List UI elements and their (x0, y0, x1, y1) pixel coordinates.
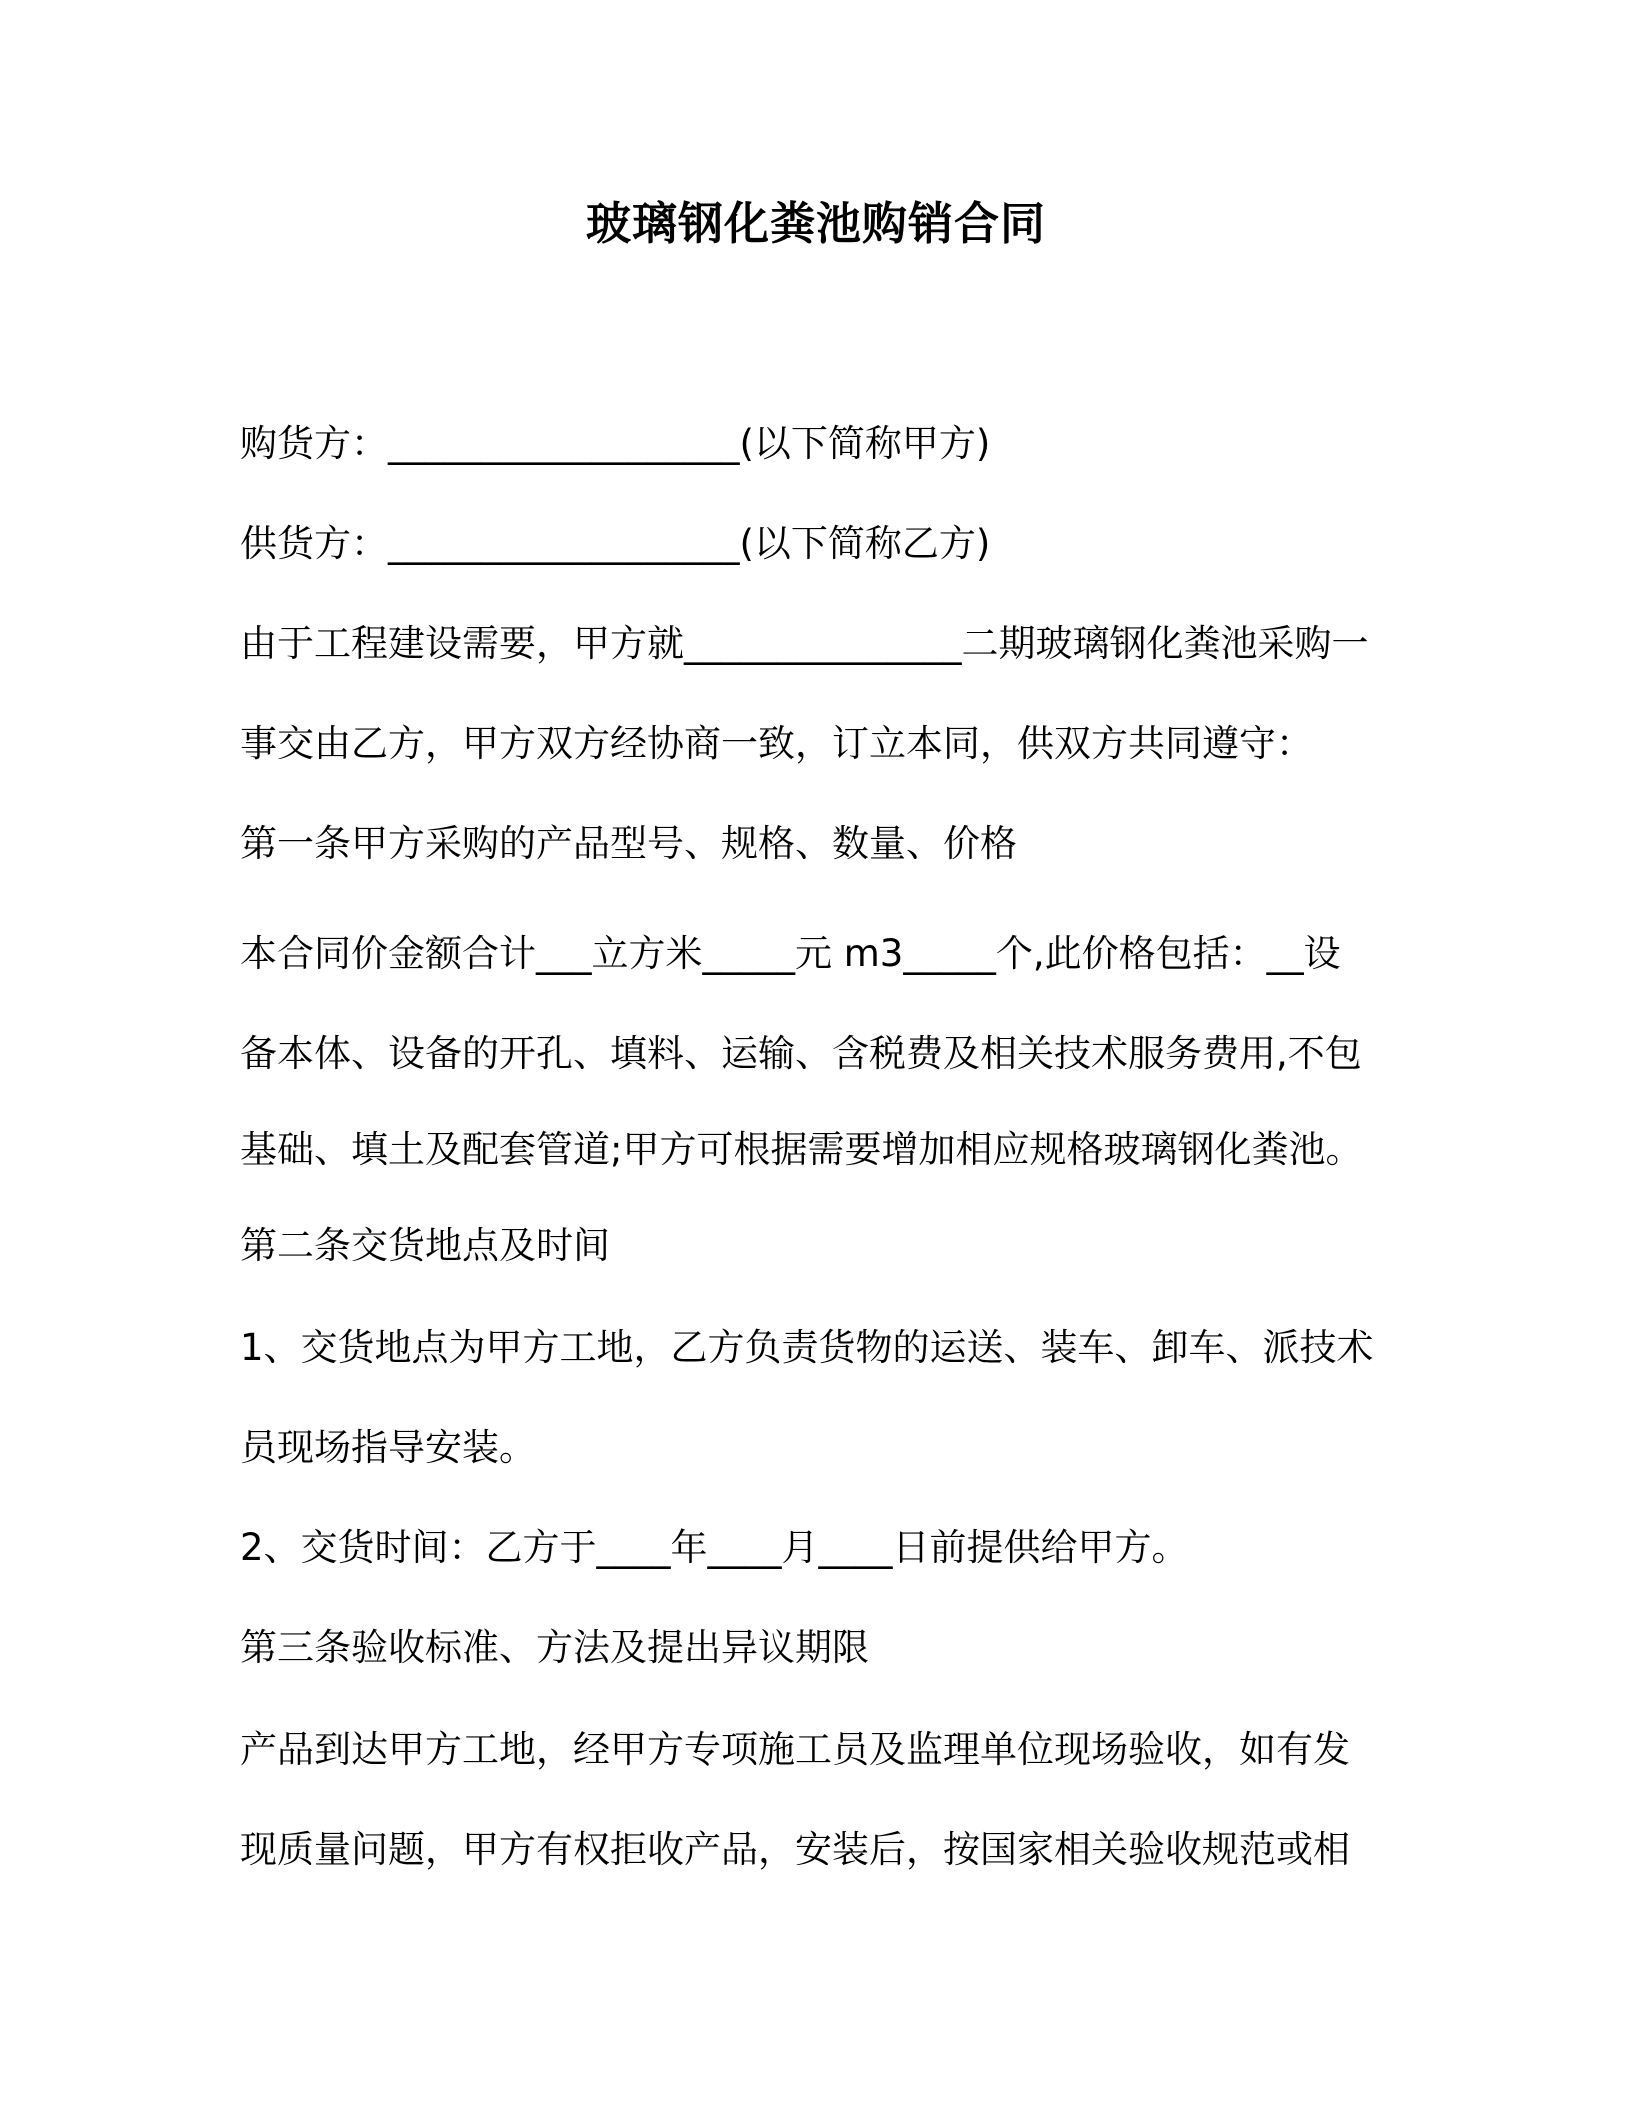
buyer-line: 购货方：___________________(以下简称甲方) (240, 422, 991, 465)
article-heading: 第三条验收标准、方法及提出异议期限 (240, 1626, 869, 1669)
paragraph-line: 2、交货时间：乙方于____年____月____日前提供给甲方。 (240, 1526, 1189, 1569)
paragraph-line: 1、交货地点为甲方工地，乙方负责货物的运送、装车、卸车、派技术 (240, 1326, 1374, 1369)
paragraph-line: 基础、填土及配套管道;甲方可根据需要增加相应规格玻璃钢化粪池。 (240, 1128, 1363, 1171)
article-heading: 第二条交货地点及时间 (240, 1224, 610, 1267)
paragraph-line: 由于工程建设需要，甲方就_______________二期玻璃钢化粪池采购一 (240, 622, 1369, 665)
paragraph-line: 本合同价金额合计___立方米_____元 m3_____个,此价格包括：__设 (240, 932, 1341, 975)
paragraph-line: 产品到达甲方工地，经甲方专项施工员及监理单位现场验收，如有发 (240, 1728, 1350, 1771)
paragraph-line: 备本体、设备的开孔、填料、运输、含税费及相关技术服务费用,不包 (240, 1032, 1362, 1075)
paragraph-line: 现质量问题，甲方有权拒收产品，安装后，按国家相关验收规范或相 (240, 1828, 1350, 1871)
supplier-line: 供货方：___________________(以下简称乙方) (240, 522, 991, 565)
paragraph-line: 事交由乙方，甲方双方经协商一致，订立本同，供双方共同遵守： (240, 722, 1313, 765)
paragraph-line: 员现场指导安装。 (240, 1426, 536, 1469)
article-heading: 第一条甲方采购的产品型号、规格、数量、价格 (240, 822, 1017, 865)
document-title: 玻璃钢化粪池购销合同 (585, 197, 1046, 250)
